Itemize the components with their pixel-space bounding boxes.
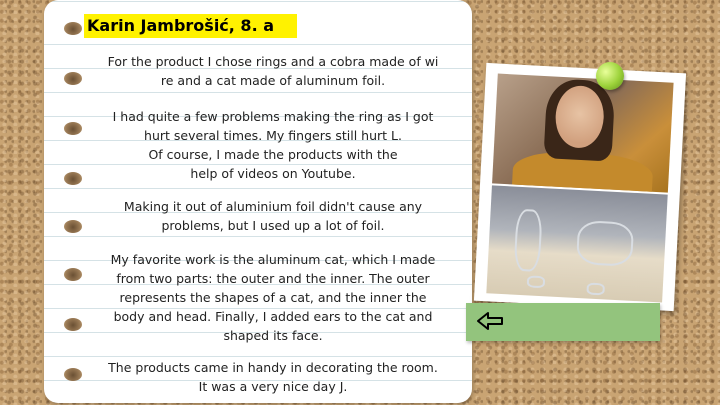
caption-box	[466, 303, 660, 341]
wire-sculptures-photo	[486, 185, 667, 302]
text-line: Of course, I made the products with the	[148, 147, 398, 162]
text-line: For the product I chose rings and a cobra made of wi	[107, 54, 439, 69]
text-line: The products came in handy in decorating the room.	[108, 360, 438, 375]
binder-hole	[64, 122, 82, 135]
text-line: I had quite a few problems making the ring as I got	[112, 109, 434, 124]
binder-hole	[64, 220, 82, 233]
wire-cobra-shape	[514, 209, 543, 272]
paragraph-5	[92, 358, 454, 396]
paragraph-1	[92, 52, 454, 90]
text-line: from two parts: the outer and the inner. The outer	[116, 271, 430, 286]
student-name: Karin Jambrošić, 8. a	[84, 14, 297, 38]
paragraph-3	[92, 197, 454, 235]
wire-cat-shape	[576, 220, 634, 267]
binder-hole	[64, 318, 82, 331]
girl-photo	[492, 74, 674, 193]
wire-ring-shape	[527, 275, 546, 288]
text-line: My favorite work is the aluminum cat, which I made	[110, 252, 436, 267]
text-line: hurt several times. My fingers still hurt L.	[144, 128, 402, 143]
photo-frame	[474, 63, 686, 311]
push-pin-icon	[596, 62, 624, 90]
binder-hole	[64, 368, 82, 381]
text-line: shaped its face.	[223, 328, 323, 343]
binder-hole	[64, 172, 82, 185]
text-line: represents the shapes of a cat, and the inner the	[119, 290, 427, 305]
binder-hole	[64, 72, 82, 85]
binder-hole	[64, 268, 82, 281]
text-line: body and head. Finally, I added ears to the cat and	[113, 309, 433, 324]
text-line: problems, but I used up a lot of foil.	[161, 218, 385, 233]
text-line: It was a very nice day J.	[198, 379, 348, 394]
text-line: help of videos on Youtube.	[190, 166, 356, 181]
text-line: re and a cat made of aluminum foil.	[160, 73, 386, 88]
paragraph-2	[92, 107, 454, 183]
paragraph-4	[92, 250, 454, 345]
binder-hole	[64, 22, 82, 35]
wire-ring-shape	[586, 282, 605, 295]
left-arrow-icon	[476, 311, 504, 331]
text-line: Making it out of aluminium foil didn't cause any	[123, 199, 423, 214]
